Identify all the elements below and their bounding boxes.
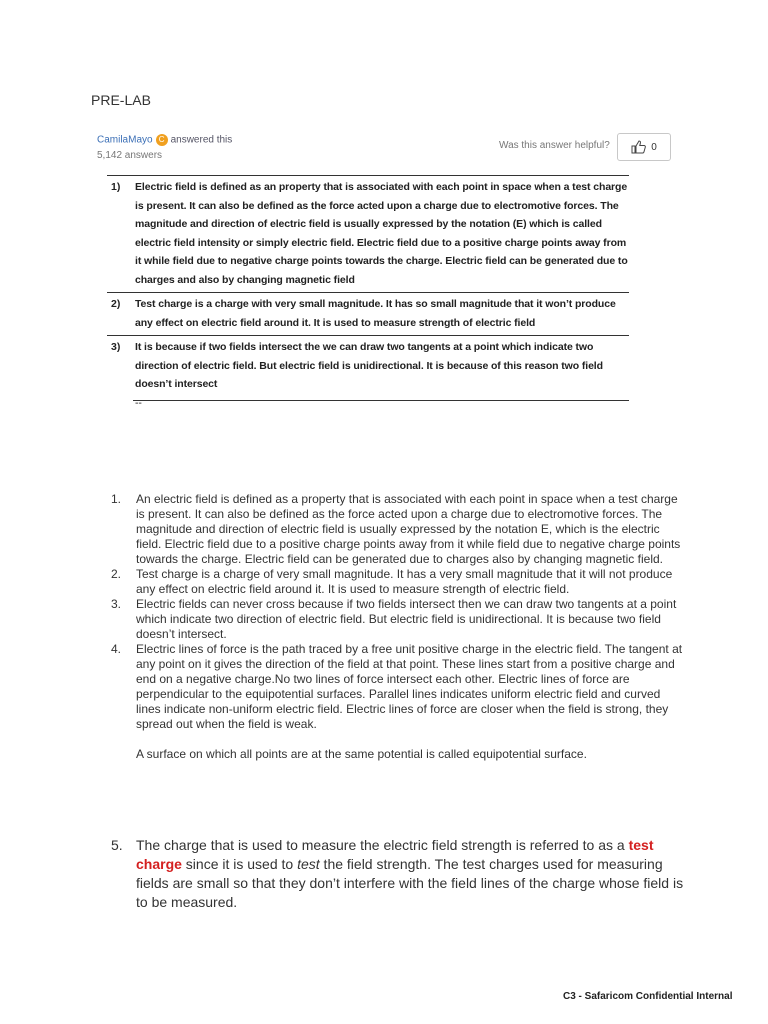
item-text-italic: test (297, 856, 320, 872)
item-extra-text: A surface on which all points are at the same potential is called equipotential surface. (136, 747, 587, 761)
page-title: PRE-LAB (91, 92, 151, 108)
table-row (107, 335, 629, 397)
item-text: An electric field is defined as a property that is associated with each point in space when a test charge is present. It can also be defined as the force acted upon a charge due to electromotive forces. The magnitude and direction of electric field is usually expressed by the notation E, which is the electric field. Electric field due to a positive charge points away from it while field due to negative charge points towards the charge. Electric field can be generated due to charges also by changing magnetic field. (136, 492, 681, 566)
item-text-mid: since it is used to (181, 856, 298, 872)
author-badge-icon: C (156, 134, 168, 146)
like-count: 0 (651, 141, 657, 153)
answer-author (97, 134, 232, 146)
answered-text: answered this (170, 134, 233, 146)
table-row (107, 175, 629, 292)
author-name[interactable]: CamilaMayo (97, 134, 153, 146)
list-item-5 (111, 836, 696, 912)
row-number: 1) (111, 181, 121, 193)
answers-list (111, 492, 683, 762)
row-number: 2) (111, 298, 121, 310)
item-text: Test charge is a charge of very small magnitude. It has a very small magnitude that it will not produce any effect on electric field around it. It is used to measure strength of electric field. (136, 567, 673, 596)
row-text: Test charge is a charge with very small magnitude. It has so small magnitude that it won’t produce any effect on electric field around it. It is used to measure strength of electric field (135, 298, 616, 329)
row-dashes: -- (135, 396, 142, 409)
item-text: Electric lines of force is the path traced by a free unit positive charge in the electric field. The tangent at any point on it gives the direction of the field at that point. These lines start from a positive charge and end on a negative charge.No two lines of force intersect each other. Electric lines of force are perpendicular to the equipotential surfaces. Parallel lines indicates uniform electric field and curved lines indicate non-uniform electric field. Electric lines of force are closer when the field is strong, they spread out when the field is weak. (136, 642, 683, 731)
like-button[interactable] (617, 133, 671, 161)
item-number: 1. (111, 492, 122, 506)
answer-table (107, 175, 629, 416)
test-charge-highlight: test charge (136, 837, 654, 872)
item-number: 3. (111, 597, 122, 611)
list-item (111, 567, 683, 597)
item-number: 2. (111, 567, 122, 581)
list-item (111, 597, 683, 642)
table-row (107, 292, 629, 335)
answers-count: 5,142 answers (97, 150, 163, 161)
item-text-post: the field strength. The test charges used for measuring fields are small so that they don’t interfere with the field lines of the charge whose field is to be measured. (136, 856, 684, 910)
list-item (111, 492, 683, 567)
item-text-pre: The charge that is used to measure the electric field strength is referred to as a (136, 837, 629, 853)
list-item (111, 642, 683, 762)
helpful-prompt: Was this answer helpful? (499, 140, 610, 151)
table-bottom-border (133, 400, 629, 401)
row-text: Electric field is defined as an property that is associated with each point in space when a test charge is present. It can also be defined as the force acted upon a charge due to electromotive forces. The magnitude and direction of electric field is usually expressed by the notation (E) which is called electric field intensity or simply electric field. Electric field due to a positive charge points away from it while field due to negative charge points towards the charge. Electric field can be generated due to charges and also by changing magnetic field (135, 181, 628, 286)
answer-screenshot (97, 130, 677, 410)
thumbs-up-icon (631, 140, 647, 154)
row-text: It is because if two fields intersect the we can draw two tangents at a point which indicate two direction of electric field. But electric field is unidirectional. It is because of this reason two field doesn’t intersect (135, 341, 603, 390)
item-text: Electric fields can never cross because if two fields intersect then we can draw two tangents at a point which indicate two direction of electric field. But electric field is unidirectional. It is because two field doesn’t intersect. (136, 597, 677, 641)
item-number: 4. (111, 642, 122, 656)
footer-classification: C3 - Safaricom Confidential Internal (563, 991, 733, 1002)
item-number: 5. (111, 837, 123, 853)
row-number: 3) (111, 341, 121, 353)
